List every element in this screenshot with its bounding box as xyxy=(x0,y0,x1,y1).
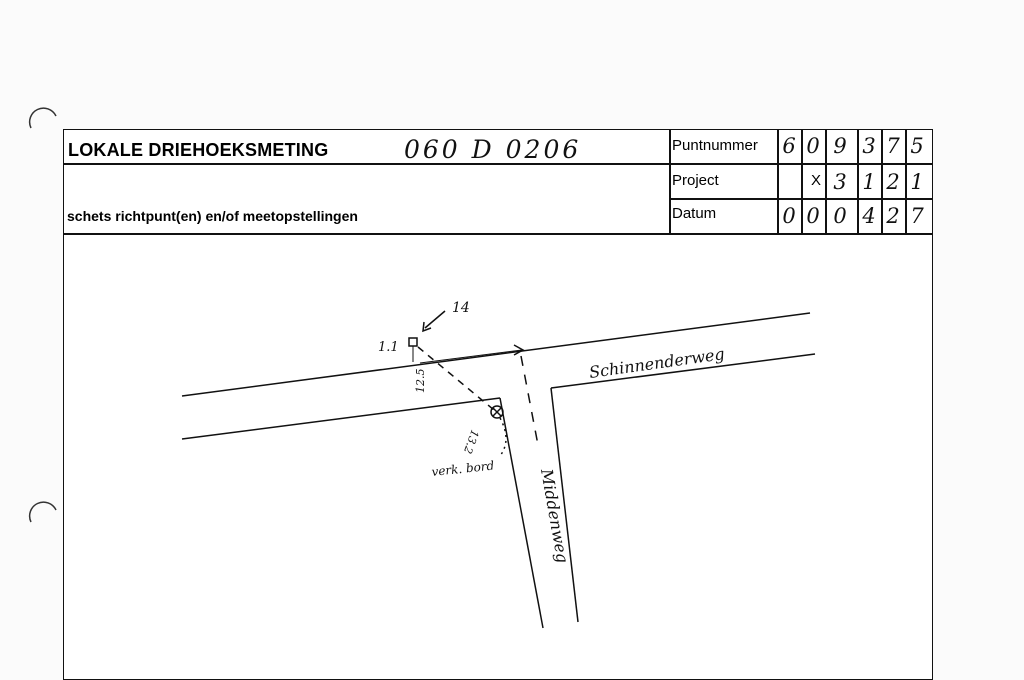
project-digit: 1 xyxy=(862,170,876,194)
puntnummer-digit: 5 xyxy=(910,134,924,158)
road-edge-south-west xyxy=(182,398,500,439)
road-name-south: Middenweg xyxy=(537,467,573,565)
project-digit: X xyxy=(810,172,821,189)
label-arrow xyxy=(425,311,445,328)
datum-digit: 0 xyxy=(806,204,820,228)
puntnummer-digit: 7 xyxy=(886,134,900,158)
puntnummer-digit: 3 xyxy=(862,134,876,158)
point-id: 1.1 xyxy=(378,340,399,355)
puntnummer-digit: 6 xyxy=(782,134,796,158)
project-label: Project xyxy=(672,172,719,189)
puntnummer-label: Puntnummer xyxy=(672,137,758,154)
project-digit: 2 xyxy=(886,170,900,194)
road-name-east: Schinnenderweg xyxy=(587,344,726,382)
project-digit: 1 xyxy=(910,170,924,194)
form-subtitle: schets richtpunt(en) en/of meetopstellingen xyxy=(67,208,358,224)
side-road-edge-west xyxy=(500,398,543,628)
label-arrow-number: 14 xyxy=(452,300,470,316)
datum-digit: 2 xyxy=(886,204,900,228)
sign-label: verk. bord xyxy=(430,458,495,479)
puntnummer-digit: 9 xyxy=(833,134,847,158)
point-marker-icon xyxy=(409,338,417,346)
distance-1: 12.5 xyxy=(414,368,427,393)
puntnummer-digit: 0 xyxy=(806,134,820,158)
direction-line xyxy=(420,350,522,363)
datum-digit: 4 xyxy=(862,204,876,228)
centre-dash xyxy=(521,356,538,445)
datum-label: Datum xyxy=(672,205,717,222)
datum-digit: 0 xyxy=(782,204,796,228)
datum-digit: 7 xyxy=(910,204,924,228)
reference-number: 060 D 0206 xyxy=(404,135,582,164)
project-digit: 3 xyxy=(833,170,847,194)
form-title: LOKALE DRIEHOEKSMETING xyxy=(68,140,329,160)
distance-2: 13.2 xyxy=(460,427,482,456)
datum-digit: 0 xyxy=(833,204,847,228)
